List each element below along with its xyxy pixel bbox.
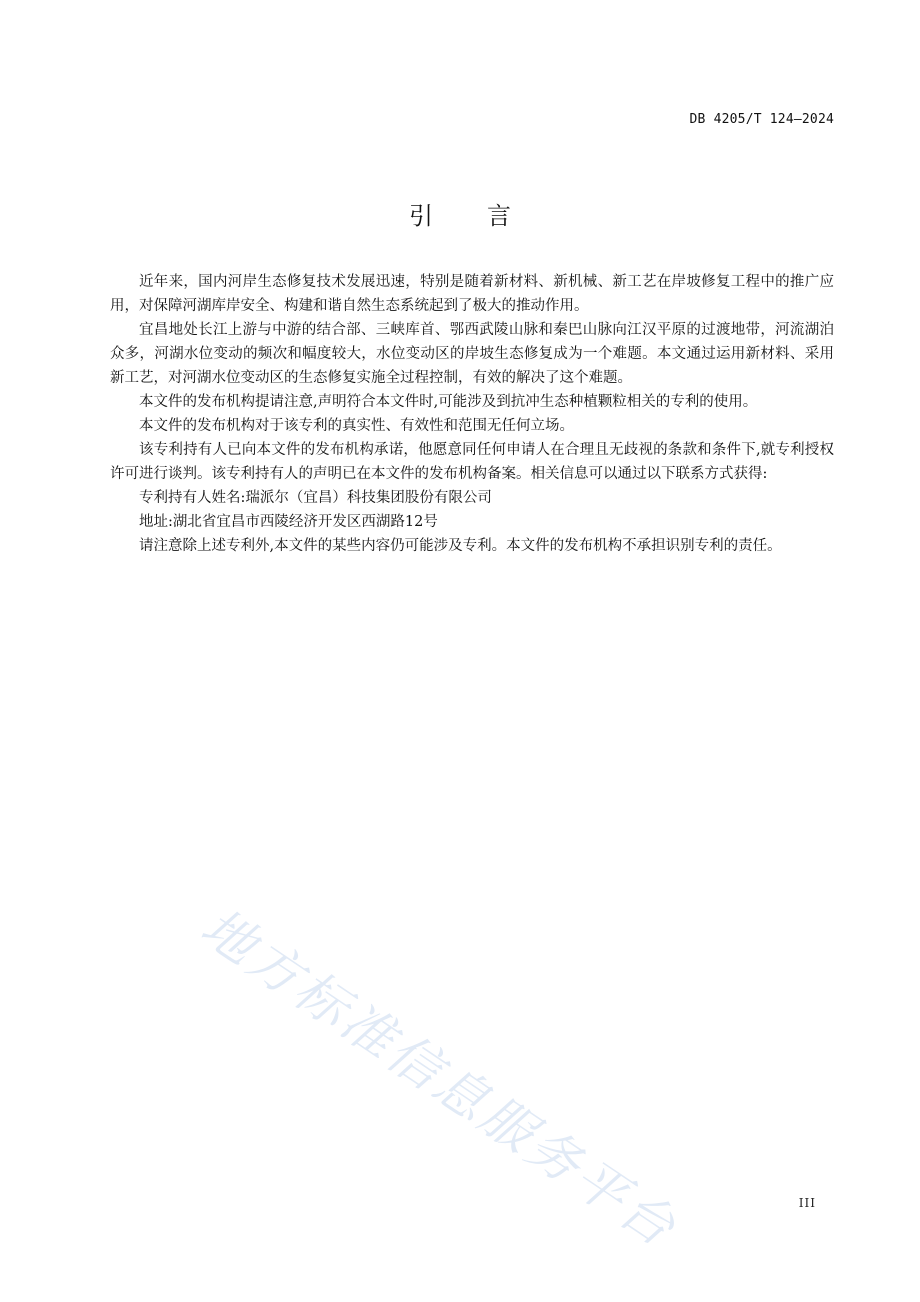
body-text: [110, 270, 834, 558]
paragraph: 宜昌地处长江上游与中游的结合部、三峡库首、鄂西武陵山脉和秦巴山脉向江汉平原的过渡地带，河流湖泊众多，河湖水位变动的频次和幅度较大，水位变动区的岸坡生态修复成为一个难题。本文通过运用新材料、采用新工艺，对河湖水位变动区的生态修复实施全过程控制，有效的解决了这个难题。: [110, 322, 834, 386]
paragraph: 请注意除上述专利外,本文件的某些内容仍可能涉及专利。本文件的发布机构不承担识别专利的责任。: [139, 538, 782, 554]
page-number: III: [798, 1196, 816, 1210]
patent-holder-address: 地址:湖北省宜昌市西陵经济开发区西湖路12号: [139, 514, 438, 530]
title-char-2: 言: [487, 202, 511, 230]
patent-holder-name: 专利持有人姓名:瑞派尔（宜昌）科技集团股份有限公司: [139, 490, 492, 506]
watermark: 地方标准信息服务平台: [190, 897, 688, 1261]
title-char-1: 引: [409, 202, 433, 230]
standard-code: DB 4205/T 124—2024: [689, 112, 834, 127]
paragraph: 该专利持有人已向本文件的发布机构承诺，他愿意同任何申请人在合理且无歧视的条款和条件下,就专利授权许可进行谈判。该专利持有人的声明已在本文件的发布机构备案。相关信息可以通过以下联系方式获得:: [110, 442, 834, 482]
section-title: [0, 196, 920, 231]
paragraph: 近年来，国内河岸生态修复技术发展迅速，特别是随着新材料、新机械、新工艺在岸坡修复工程中的推广应用，对保障河湖库岸安全、构建和谐自然生态系统起到了极大的推动作用。: [110, 274, 834, 314]
paragraph: 本文件的发布机构提请注意,声明符合本文件时,可能涉及到抗冲生态种植颗粒相关的专利的使用。: [139, 394, 758, 410]
paragraph: 本文件的发布机构对于该专利的真实性、有效性和范围无任何立场。: [139, 418, 574, 434]
